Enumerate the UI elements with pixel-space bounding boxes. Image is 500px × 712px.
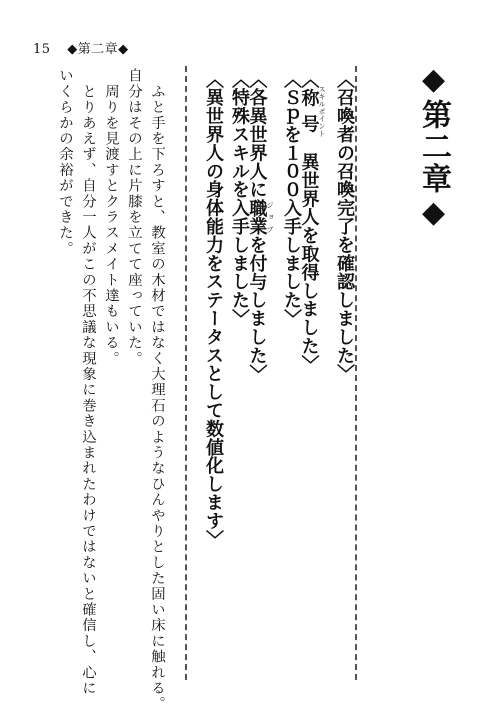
body-line-5: いくらかの余裕ができた。 — [57, 68, 73, 257]
system-message-4 — [246, 70, 274, 383]
body-line-2: 自分はその上に片膝を立てて座っていた。 — [126, 68, 142, 367]
system-message-1: 〈召喚者の召喚完了を確認しました〉 — [334, 70, 355, 383]
running-header — [33, 38, 129, 57]
job-term-base: 職業 — [246, 198, 268, 236]
system-message-2-open: 〈 — [298, 70, 320, 89]
chapter-title: ◆第二章◆ — [416, 62, 451, 232]
system-message-2-rest: 異世界人を取得しました〉 — [298, 134, 320, 374]
chapter-running-title: ◆第二章◆ — [67, 42, 129, 57]
job-term-reading: ジョブ — [266, 198, 274, 236]
system-message-4-rest: を付与しました〉 — [246, 235, 268, 383]
body-line-1: ふと手を下ろすと、教室の木材ではなく大理石のようなひんやりとした固い床に触れる。 — [149, 68, 165, 712]
page-number: 15 — [33, 42, 51, 57]
system-message-3: 〈Ｓｐを１００入手しました〉 — [281, 70, 302, 328]
system-message-2 — [298, 70, 326, 374]
title-term-base: 称号 — [298, 85, 320, 138]
system-message-4-start: 〈各異世界人に — [246, 70, 268, 199]
title-term-reading: スキルポイント — [318, 85, 326, 138]
body-line-3: 周りを見渡すとクラスメイト達もいる。 — [103, 68, 119, 367]
system-message-5: 〈特殊スキルを入手しました〉 — [229, 70, 250, 328]
body-line-4: とりあえず、自分一人がこの不思議な現象に巻き込まれたわけではないと確信し、心に — [80, 68, 96, 696]
system-message-6: 〈異世界人の身体能力をステータスとして数値化します〉 — [203, 70, 224, 549]
message-box-border-right — [355, 66, 357, 680]
message-box-border-left — [185, 66, 187, 680]
